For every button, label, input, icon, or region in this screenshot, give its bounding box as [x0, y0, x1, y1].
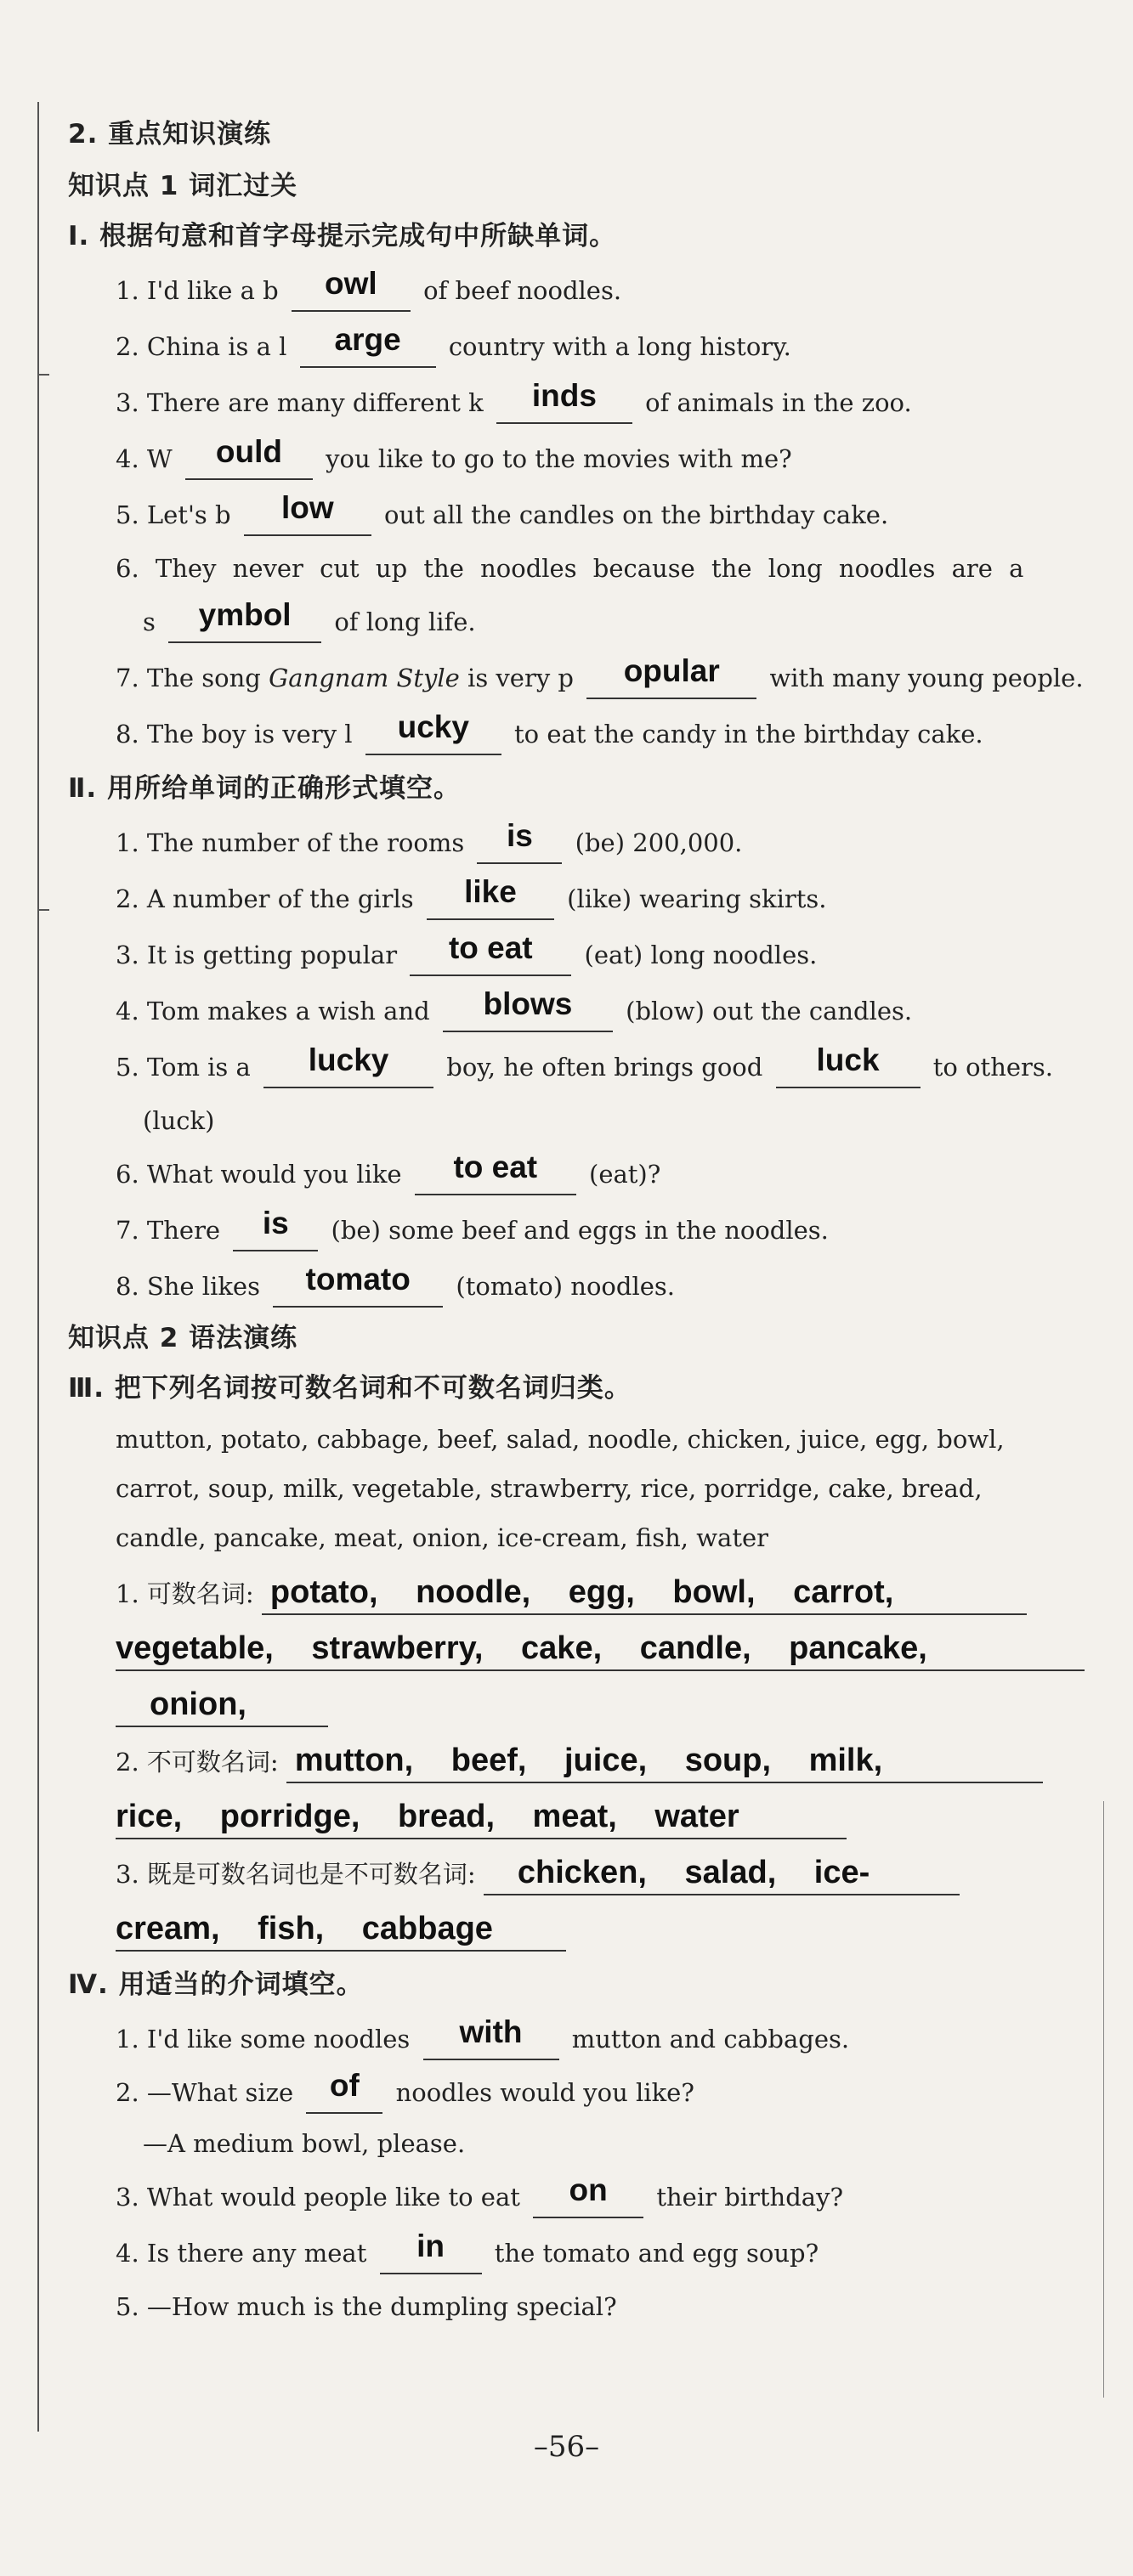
answer-blank [496, 378, 632, 424]
kp2-title: 知识点 2 语法演练 [68, 1323, 298, 1353]
answer: ucky [397, 709, 469, 744]
item-text: 1. I'd like some noodles [116, 2025, 411, 2053]
answer-blank [300, 322, 436, 368]
answer: blows [483, 986, 573, 1021]
list-item [68, 650, 1088, 706]
item-text: of long life. [334, 607, 476, 636]
item-text: s [143, 607, 156, 636]
list-item [68, 1095, 1088, 1146]
item-text: 5. —How much is the dumpling special? [116, 2292, 617, 2321]
item-text: to others. [932, 1053, 1053, 1082]
answer: arge [334, 322, 401, 357]
item-text: you like to go to the movies with me? [326, 444, 792, 473]
left-margin-line [37, 102, 39, 2432]
uncountable-row [68, 1734, 1088, 1790]
answer-blank [443, 986, 613, 1032]
item-text: 2. —What size [116, 2078, 294, 2107]
countable-row [68, 1622, 1088, 1678]
item-text: noodles would you like? [395, 2078, 694, 2107]
word-bank-line: candle, pancake, meat, onion, ice-cream, fish, water [116, 1523, 769, 1552]
answer-line [286, 1739, 1043, 1783]
answer-blank [244, 490, 371, 536]
item-text: 6. What would you like [116, 1160, 402, 1189]
item-text: 4. Is there any meat [116, 2239, 367, 2268]
item-text: is very p [459, 664, 574, 692]
answer: in [416, 2229, 445, 2263]
answer-line [262, 1571, 1027, 1615]
answer-blank [185, 434, 313, 480]
both-row [68, 1902, 1088, 1958]
answer: ould [215, 434, 282, 469]
list-item [68, 375, 1088, 431]
item-text: 3. There are many different k [116, 388, 484, 417]
list-item [68, 2118, 1088, 2169]
answer-blank [427, 874, 554, 920]
countable-row [68, 1678, 1088, 1734]
item-text: 5. Tom is a [116, 1053, 251, 1082]
item-text: of beef noodles. [423, 276, 622, 305]
list-item [68, 1202, 1088, 1258]
list-item [68, 2281, 1088, 2332]
item-text: 3. What would people like to eat [116, 2183, 520, 2212]
answer-line [116, 1683, 328, 1727]
answer-line [116, 1795, 847, 1839]
list-item [68, 263, 1088, 319]
answer-blank [415, 1150, 576, 1195]
item-text: (like) wearing skirts. [567, 884, 827, 913]
item-text: 8. The boy is very l [116, 720, 353, 749]
item-text: (eat) long noodles. [584, 941, 818, 969]
item-text: 4. W [116, 444, 173, 473]
part3-title: Ⅲ. 把下列名词按可数名词和不可数名词归类。 [68, 1373, 632, 1404]
list-item [68, 2011, 1088, 2067]
item-text: —A medium bowl, please. [143, 2129, 466, 2158]
item-text: (blow) out the candles. [626, 997, 913, 1025]
answer: rice, porridge, bread, meat, water [116, 1799, 739, 1834]
item-text: 1. The number of the rooms [116, 828, 465, 857]
answer: to eat [453, 1150, 538, 1184]
item-text: to eat the candy in the birthday cake. [514, 720, 983, 749]
list-item [68, 706, 1088, 762]
countable-row [68, 1566, 1088, 1622]
answer: inds [531, 378, 597, 413]
list-item [68, 431, 1088, 487]
answer: mutton, beef, juice, soup, milk, [294, 1743, 883, 1778]
answer-blank [776, 1042, 921, 1088]
item-text: 2. A number of the girls [116, 884, 414, 913]
answer-blank [306, 2068, 382, 2114]
list-item [68, 2067, 1088, 2118]
list-item [68, 2169, 1088, 2225]
item-text: 2. China is a l [116, 332, 287, 361]
answer: low [280, 490, 334, 525]
list-item [68, 1039, 1088, 1095]
both-label: 3. 既是可数名词也是不可数名词: [116, 1860, 476, 1889]
answer: vegetable, strawberry, cake, candle, pancake, [116, 1630, 927, 1666]
answer-blank [533, 2172, 643, 2218]
item-text: 3. It is getting popular [116, 941, 398, 969]
list-item [68, 1146, 1088, 1202]
answer: of [329, 2068, 360, 2103]
item-text: their birthday? [656, 2183, 844, 2212]
part1-title: Ⅰ. 根据句意和首字母提示完成句中所缺单词。 [68, 221, 617, 251]
answer: lucky [308, 1042, 389, 1077]
item-text: (luck) [143, 1106, 215, 1135]
list-item [68, 543, 1088, 594]
item-text: 5. Let's b [116, 500, 231, 529]
answer-blank [233, 1206, 318, 1251]
list-item [68, 927, 1088, 983]
item-text: country with a long history. [448, 332, 791, 361]
item-text: (eat)? [589, 1160, 661, 1189]
worksheet-content [68, 106, 1088, 2332]
countable-label: 1. 可数名词: [116, 1579, 254, 1608]
song-title: Gangnam Style [269, 664, 460, 692]
answer-blank [168, 597, 321, 643]
word-bank-line: carrot, soup, milk, vegetable, strawberry, rice, porridge, cake, bread, [116, 1474, 983, 1503]
answer: tomato [305, 1262, 411, 1296]
part4-title: Ⅳ. 用适当的介词填空。 [68, 1969, 364, 2000]
item-text: the tomato and egg soup? [494, 2239, 819, 2268]
item-text: 1. I'd like a b [116, 276, 279, 305]
answer: on [569, 2172, 608, 2207]
item-text: (tomato) noodles. [456, 1272, 675, 1301]
list-item [68, 1258, 1088, 1314]
answer-blank [273, 1262, 443, 1308]
item-text: 8. She likes [116, 1272, 260, 1301]
item-text: with many young people. [769, 664, 1084, 692]
list-item [68, 815, 1088, 871]
item-text: 4. Tom makes a wish and [116, 997, 430, 1025]
item-text: mutton and cabbages. [571, 2025, 850, 2053]
answer: cream, fish, cabbage [116, 1911, 493, 1946]
answer: chicken, salad, ice- [517, 1855, 870, 1890]
item-text: out all the candles on the birthday cake. [384, 500, 889, 529]
item-text: 6. They never cut up the noodles because the long noodles are a [116, 554, 1024, 583]
answer: like [464, 874, 517, 909]
answer-line [116, 1627, 1085, 1671]
page-number: –56– [533, 2430, 600, 2464]
answer: onion, [150, 1686, 246, 1722]
answer: opular [623, 653, 720, 688]
item-text: boy, he often brings good [446, 1053, 763, 1082]
answer-blank [477, 818, 562, 864]
answer-line [116, 1907, 566, 1952]
answer-blank [410, 930, 571, 976]
margin-tick [37, 909, 49, 911]
answer-blank [365, 709, 501, 755]
item-text: (be) some beef and eggs in the noodles. [331, 1216, 829, 1245]
answer: is [507, 818, 533, 853]
list-item [68, 487, 1088, 543]
answer-line [484, 1851, 960, 1895]
answer: owl [325, 266, 377, 301]
list-item [68, 319, 1088, 375]
answer-blank [423, 2014, 559, 2060]
answer-blank [380, 2229, 482, 2274]
item-text: 7. There [116, 1216, 221, 1245]
kp1-title: 知识点 1 词汇过关 [68, 171, 298, 201]
part2-title: Ⅱ. 用所给单词的正确形式填空。 [68, 773, 461, 804]
list-item [68, 594, 1088, 650]
answer: with [459, 2014, 523, 2049]
both-row [68, 1846, 1088, 1902]
answer-blank [292, 266, 411, 312]
answer: to eat [448, 930, 533, 965]
answer: potato, noodle, egg, bowl, carrot, [269, 1574, 894, 1610]
item-text: 7. The song [116, 664, 269, 692]
item-text: of animals in the zoo. [645, 388, 912, 417]
answer: is [262, 1206, 289, 1240]
answer: luck [816, 1042, 880, 1077]
list-item [68, 871, 1088, 927]
list-item [68, 983, 1088, 1039]
uncountable-label: 2. 不可数名词: [116, 1748, 279, 1777]
list-item [68, 2225, 1088, 2281]
margin-tick [37, 374, 49, 376]
item-text: (be) 200,000. [575, 828, 743, 857]
answer-blank [586, 653, 756, 699]
section-title: 2. 重点知识演练 [68, 119, 272, 150]
answer-blank [263, 1042, 433, 1088]
word-bank-line: mutton, potato, cabbage, beef, salad, noodle, chicken, juice, egg, bowl, [116, 1425, 1005, 1454]
uncountable-row [68, 1790, 1088, 1846]
answer: ymbol [198, 597, 292, 632]
right-margin-line [1103, 1801, 1104, 2398]
